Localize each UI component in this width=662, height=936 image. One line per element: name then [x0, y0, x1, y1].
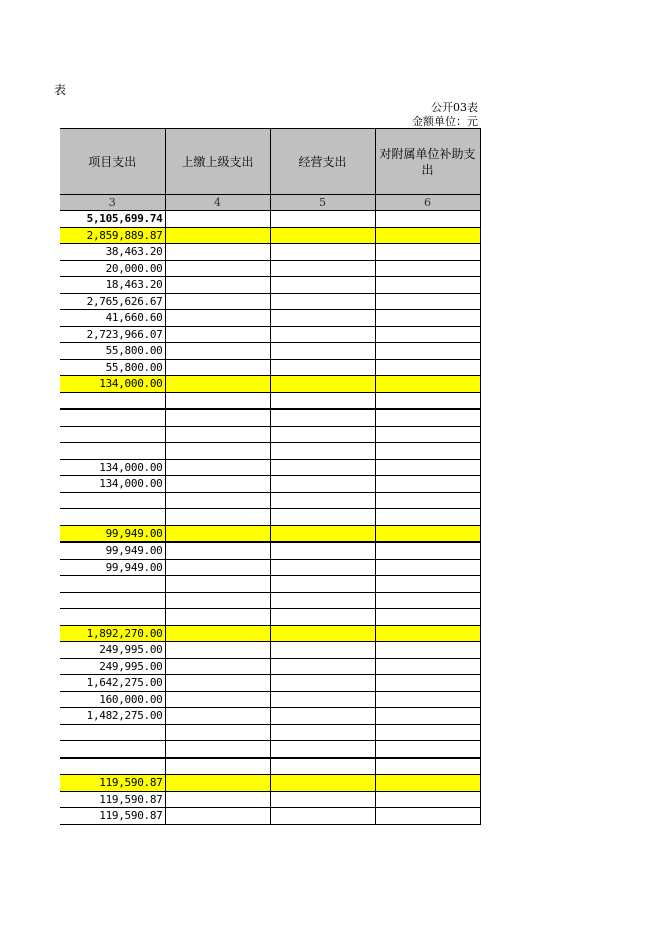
empty-cell[interactable]: [375, 492, 480, 509]
empty-cell[interactable]: [165, 459, 270, 476]
empty-cell[interactable]: [375, 426, 480, 443]
project-expenditure-cell[interactable]: 20,000.00: [60, 260, 165, 277]
empty-cell[interactable]: [165, 277, 270, 294]
empty-cell[interactable]: [165, 708, 270, 725]
empty-cell[interactable]: [165, 758, 270, 775]
project-expenditure-cell[interactable]: 2,859,889.87: [60, 227, 165, 244]
table-row: [60, 376, 480, 393]
empty-cell[interactable]: [375, 244, 480, 261]
project-expenditure-cell[interactable]: 160,000.00: [60, 691, 165, 708]
empty-cell[interactable]: [270, 559, 375, 576]
col-number: 5: [270, 195, 375, 211]
empty-cell[interactable]: [270, 609, 375, 626]
empty-cell[interactable]: [165, 741, 270, 758]
table-row: [60, 592, 480, 609]
empty-cell[interactable]: [165, 642, 270, 659]
empty-cell[interactable]: [270, 376, 375, 393]
empty-cell[interactable]: [165, 492, 270, 509]
table-row: [60, 691, 480, 708]
project-expenditure-cell[interactable]: [60, 758, 165, 775]
project-expenditure-cell[interactable]: 2,765,626.67: [60, 293, 165, 310]
empty-cell[interactable]: [165, 576, 270, 593]
empty-cell[interactable]: [270, 525, 375, 542]
empty-cell[interactable]: [270, 293, 375, 310]
empty-cell[interactable]: [375, 359, 480, 376]
project-expenditure-cell[interactable]: [60, 409, 165, 426]
table-row: [60, 426, 480, 443]
empty-cell[interactable]: [375, 625, 480, 642]
project-expenditure-cell[interactable]: [60, 509, 165, 526]
empty-cell[interactable]: [270, 211, 375, 228]
empty-cell[interactable]: [270, 244, 375, 261]
empty-cell[interactable]: [375, 642, 480, 659]
empty-cell[interactable]: [165, 559, 270, 576]
empty-cell[interactable]: [165, 293, 270, 310]
empty-cell[interactable]: [165, 326, 270, 343]
col-number: 6: [375, 195, 480, 211]
table-row: [60, 227, 480, 244]
empty-cell[interactable]: [375, 476, 480, 493]
empty-cell[interactable]: [165, 343, 270, 360]
table-row: [60, 576, 480, 593]
empty-cell[interactable]: [270, 359, 375, 376]
table-row: [60, 658, 480, 675]
empty-cell[interactable]: [270, 476, 375, 493]
project-expenditure-cell[interactable]: [60, 426, 165, 443]
table-row: [60, 260, 480, 277]
empty-cell[interactable]: [375, 791, 480, 808]
table-row: [60, 525, 480, 542]
empty-cell[interactable]: [375, 310, 480, 327]
col-header-operating-expenditure: 经营支出: [270, 129, 375, 195]
table-row: [60, 625, 480, 642]
empty-cell[interactable]: [375, 592, 480, 609]
project-expenditure-cell[interactable]: [60, 392, 165, 409]
project-expenditure-cell[interactable]: 5,105,699.74: [60, 211, 165, 228]
table-row: [60, 724, 480, 741]
table-row: [60, 244, 480, 261]
table-row: [60, 542, 480, 559]
project-expenditure-cell[interactable]: 1,642,275.00: [60, 675, 165, 692]
table-row: [60, 492, 480, 509]
empty-cell[interactable]: [375, 343, 480, 360]
project-expenditure-cell[interactable]: [60, 443, 165, 460]
empty-cell[interactable]: [375, 326, 480, 343]
empty-cell[interactable]: [375, 227, 480, 244]
table-row: [60, 409, 480, 426]
empty-cell[interactable]: [270, 708, 375, 725]
project-expenditure-cell[interactable]: 99,949.00: [60, 542, 165, 559]
empty-cell[interactable]: [165, 244, 270, 261]
empty-cell[interactable]: [375, 576, 480, 593]
empty-cell[interactable]: [270, 459, 375, 476]
empty-cell[interactable]: [270, 691, 375, 708]
empty-cell[interactable]: [375, 758, 480, 775]
empty-cell[interactable]: [270, 808, 375, 825]
table-row: [60, 343, 480, 360]
table-row: [60, 443, 480, 460]
project-expenditure-cell[interactable]: 55,800.00: [60, 343, 165, 360]
empty-cell[interactable]: [375, 211, 480, 228]
empty-cell[interactable]: [375, 741, 480, 758]
empty-cell[interactable]: [270, 277, 375, 294]
col-number: 4: [165, 195, 270, 211]
empty-cell[interactable]: [375, 775, 480, 792]
empty-cell[interactable]: [375, 525, 480, 542]
empty-cell[interactable]: [375, 509, 480, 526]
empty-cell[interactable]: [165, 227, 270, 244]
empty-cell[interactable]: [270, 625, 375, 642]
empty-cell[interactable]: [270, 509, 375, 526]
empty-cell[interactable]: [375, 443, 480, 460]
project-expenditure-cell[interactable]: 2,723,966.07: [60, 326, 165, 343]
empty-cell[interactable]: [165, 658, 270, 675]
table-number-note: 公开03表: [431, 101, 478, 114]
table-row: [60, 741, 480, 758]
empty-cell[interactable]: [375, 293, 480, 310]
table-row: [60, 359, 480, 376]
empty-cell[interactable]: [270, 791, 375, 808]
project-expenditure-cell[interactable]: 55,800.00: [60, 359, 165, 376]
empty-cell[interactable]: [165, 443, 270, 460]
table-row: [60, 609, 480, 626]
project-expenditure-cell[interactable]: 134,000.00: [60, 459, 165, 476]
empty-cell[interactable]: [165, 525, 270, 542]
empty-cell[interactable]: [165, 310, 270, 327]
empty-cell[interactable]: [270, 724, 375, 741]
empty-cell[interactable]: [375, 675, 480, 692]
project-expenditure-cell[interactable]: [60, 576, 165, 593]
empty-cell[interactable]: [375, 808, 480, 825]
table-row: [60, 758, 480, 775]
empty-cell[interactable]: [375, 376, 480, 393]
table-row: [60, 326, 480, 343]
project-expenditure-cell[interactable]: 119,590.87: [60, 791, 165, 808]
empty-cell[interactable]: [375, 459, 480, 476]
empty-cell[interactable]: [165, 542, 270, 559]
project-expenditure-cell[interactable]: 119,590.87: [60, 808, 165, 825]
empty-cell[interactable]: [375, 260, 480, 277]
project-expenditure-cell[interactable]: 99,949.00: [60, 559, 165, 576]
empty-cell[interactable]: [375, 609, 480, 626]
empty-cell[interactable]: [270, 741, 375, 758]
empty-cell[interactable]: [165, 724, 270, 741]
empty-cell[interactable]: [165, 359, 270, 376]
empty-cell[interactable]: [270, 227, 375, 244]
empty-cell[interactable]: [165, 426, 270, 443]
empty-cell[interactable]: [270, 658, 375, 675]
empty-cell[interactable]: [270, 576, 375, 593]
col-header-remit-to-superior: 上缴上级支出: [165, 129, 270, 195]
empty-cell[interactable]: [270, 326, 375, 343]
empty-cell[interactable]: [165, 808, 270, 825]
table-row: [60, 559, 480, 576]
project-expenditure-cell[interactable]: [60, 592, 165, 609]
empty-cell[interactable]: [165, 509, 270, 526]
empty-cell[interactable]: [165, 409, 270, 426]
empty-cell[interactable]: [375, 691, 480, 708]
empty-cell[interactable]: [270, 392, 375, 409]
empty-cell[interactable]: [375, 277, 480, 294]
project-expenditure-cell[interactable]: 18,463.20: [60, 277, 165, 294]
table-row: [60, 642, 480, 659]
project-expenditure-cell[interactable]: 249,995.00: [60, 658, 165, 675]
project-expenditure-cell[interactable]: 1,482,275.00: [60, 708, 165, 725]
empty-cell[interactable]: [270, 343, 375, 360]
table-row: [60, 509, 480, 526]
empty-cell[interactable]: [165, 775, 270, 792]
col-header-project-expenditure: 项目支出: [60, 129, 165, 195]
empty-cell[interactable]: [165, 791, 270, 808]
empty-cell[interactable]: [165, 625, 270, 642]
col-header-subsidy-to-affiliates: 对附属单位补助支出: [375, 129, 480, 195]
project-expenditure-cell[interactable]: 99,949.00: [60, 525, 165, 542]
empty-cell[interactable]: [165, 392, 270, 409]
table-row: [60, 791, 480, 808]
project-expenditure-cell[interactable]: [60, 724, 165, 741]
empty-cell[interactable]: [375, 708, 480, 725]
header-row: [60, 129, 480, 195]
currency-unit-note: 金额单位：元: [412, 115, 478, 128]
table-row: [60, 459, 480, 476]
empty-cell[interactable]: [270, 592, 375, 609]
project-expenditure-cell[interactable]: 249,995.00: [60, 642, 165, 659]
project-expenditure-cell[interactable]: [60, 741, 165, 758]
empty-cell[interactable]: [165, 675, 270, 692]
empty-cell[interactable]: [375, 559, 480, 576]
empty-cell[interactable]: [165, 211, 270, 228]
empty-cell[interactable]: [270, 542, 375, 559]
expenditure-table: [60, 128, 481, 825]
col-number: 3: [60, 195, 165, 211]
table-row: [60, 476, 480, 493]
empty-cell[interactable]: [165, 476, 270, 493]
empty-cell[interactable]: [375, 409, 480, 426]
empty-cell[interactable]: [270, 675, 375, 692]
table-row: [60, 293, 480, 310]
table-row: [60, 392, 480, 409]
project-expenditure-cell[interactable]: [60, 609, 165, 626]
table-row: [60, 775, 480, 792]
empty-cell[interactable]: [270, 260, 375, 277]
table-row: [60, 808, 480, 825]
empty-cell[interactable]: [270, 310, 375, 327]
column-number-row: [60, 195, 480, 211]
empty-cell[interactable]: [270, 409, 375, 426]
table-row: [60, 277, 480, 294]
project-expenditure-cell[interactable]: [60, 492, 165, 509]
table-row: [60, 675, 480, 692]
table-row: [60, 310, 480, 327]
project-expenditure-cell[interactable]: 119,590.87: [60, 775, 165, 792]
project-expenditure-cell[interactable]: 38,463.20: [60, 244, 165, 261]
empty-cell[interactable]: [270, 758, 375, 775]
empty-cell[interactable]: [375, 658, 480, 675]
empty-cell[interactable]: [270, 775, 375, 792]
project-expenditure-cell[interactable]: 134,000.00: [60, 476, 165, 493]
empty-cell[interactable]: [270, 443, 375, 460]
empty-cell[interactable]: [270, 426, 375, 443]
empty-cell[interactable]: [375, 392, 480, 409]
project-expenditure-cell[interactable]: 1,892,270.00: [60, 625, 165, 642]
empty-cell[interactable]: [270, 492, 375, 509]
empty-cell[interactable]: [375, 542, 480, 559]
empty-cell[interactable]: [165, 592, 270, 609]
empty-cell[interactable]: [165, 260, 270, 277]
empty-cell[interactable]: [165, 609, 270, 626]
table-row: [60, 211, 480, 228]
empty-cell[interactable]: [375, 724, 480, 741]
empty-cell[interactable]: [165, 376, 270, 393]
empty-cell[interactable]: [165, 691, 270, 708]
project-expenditure-cell[interactable]: 134,000.00: [60, 376, 165, 393]
empty-cell[interactable]: [270, 642, 375, 659]
project-expenditure-cell[interactable]: 41,660.60: [60, 310, 165, 327]
table-row: [60, 708, 480, 725]
cut-off-title: 表: [54, 83, 67, 97]
